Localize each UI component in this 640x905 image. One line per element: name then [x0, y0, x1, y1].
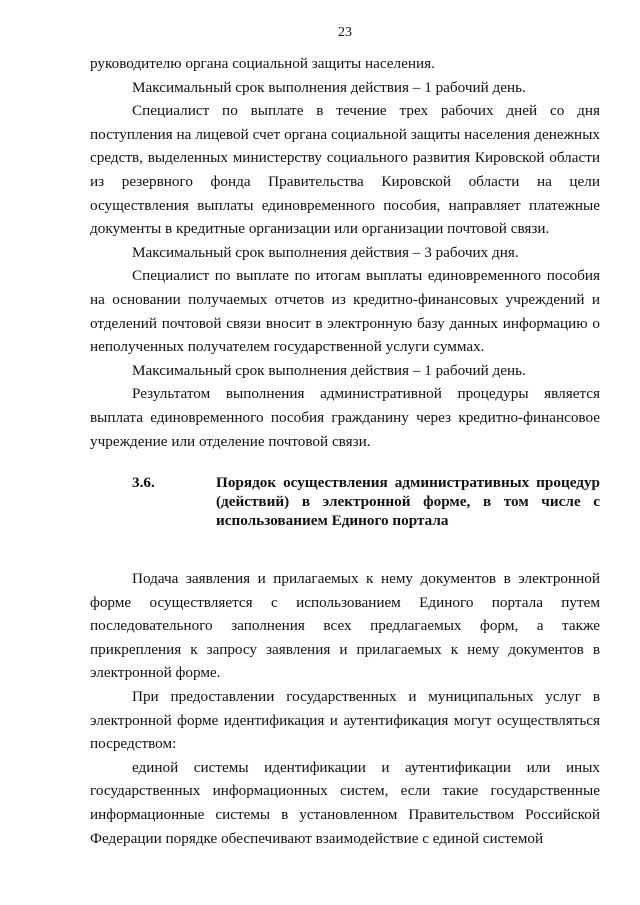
paragraph: единой системы идентификации и аутентификации или иных государственных информационных систем, если такие государственные информационные системы в установленном Правительством Российской Федерации порядке обеспечивают взаимодействие с единой системой: [90, 758, 600, 847]
page-number: 23: [338, 25, 352, 40]
paragraph: руководителю органа социальной защиты населения.: [90, 55, 435, 72]
paragraph: Максимальный срок выполнения действия – 1 рабочий день.: [132, 78, 526, 96]
paragraph: Специалист по выплате в течение трех рабочих дней со дня поступления на лицевой счет органа социальной защиты населения денежных средств, выделенных министерству социального развития Кировской области из резервного фонда Правительства Кировской области на цели осуществления выплаты единовременного пособия, направляет платежные документы в кредитные организации или организации почтовой связи.: [90, 102, 600, 238]
paragraph: Специалист по выплате по итогам выплаты единовременного пособия на основании получаемых отчетов из кредитно-финансовых учреждений и отделений почтовой связи вносит в электронную базу данных информацию о неполученных получателем государственной услуги суммах.: [90, 267, 600, 356]
document-body: [90, 52, 600, 850]
section-number: 3.6.: [132, 474, 155, 492]
paragraph: Максимальный срок выполнения действия – 3 рабочих дня.: [132, 243, 519, 261]
paragraph: Подача заявления и прилагаемых к нему документов в электронной форме осуществляется с использованием Единого портала путем последовательного заполнения всех предлагаемых форм, а также прикрепления к запросу заявления и прилагаемых к нему документов в электронной форме.: [90, 570, 600, 682]
section-heading: [90, 473, 600, 530]
paragraph: Результатом выполнения административной процедуры является выплата единовременного пособия гражданину через кредитно-финансовое учреждение или отделение почтовой связи.: [90, 385, 600, 450]
paragraph: При предоставлении государственных и муниципальных услуг в электронной форме идентификация и аутентификация могут осуществляться посредством:: [90, 688, 600, 753]
paragraph: Максимальный срок выполнения действия – 1 рабочий день.: [132, 361, 526, 379]
section-title: Порядок осуществления административных процедур (действий) в электронной форме, в том числе с использованием Единого портала: [216, 474, 600, 530]
